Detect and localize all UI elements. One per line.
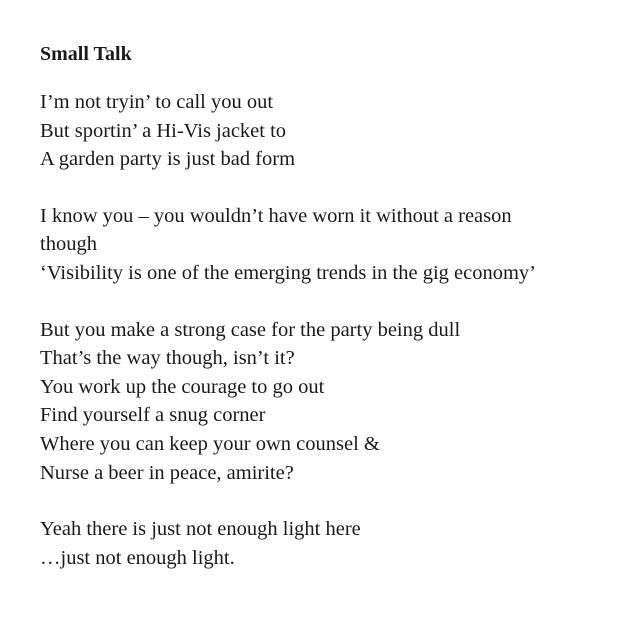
poem-line: Nurse a beer in peace, amirite? <box>40 461 294 484</box>
poem-line: ‘Visibility is one of the emerging trends in the gig economy’ <box>40 261 536 284</box>
poem-line: …just not enough light. <box>40 546 235 569</box>
poem-line: A garden party is just bad form <box>40 148 296 171</box>
poem-line: Find yourself a snug corner <box>40 404 266 427</box>
stanza-4 <box>40 515 625 572</box>
poem <box>40 40 625 600</box>
poem-line: though <box>40 233 97 256</box>
poem-line: You work up the courage to go out <box>40 375 325 398</box>
poem-line: That’s the way though, isn’t it? <box>40 347 295 370</box>
stanza-2 <box>40 202 625 288</box>
poem-title: Small Talk <box>40 43 132 65</box>
poem-line: But sportin’ a Hi-Vis jacket to <box>40 119 287 142</box>
poem-line: Where you can keep your own counsel & <box>40 432 380 455</box>
poem-line: But you make a strong case for the party being dull <box>40 318 461 341</box>
stanza-3 <box>40 316 625 488</box>
poem-line: I’m not tryin’ to call you out <box>40 91 274 113</box>
poem-line: I know you – you wouldn’t have worn it without a reason <box>40 204 512 227</box>
stanza-1 <box>40 88 625 174</box>
poem-line: Yeah there is just not enough light here <box>40 518 361 541</box>
